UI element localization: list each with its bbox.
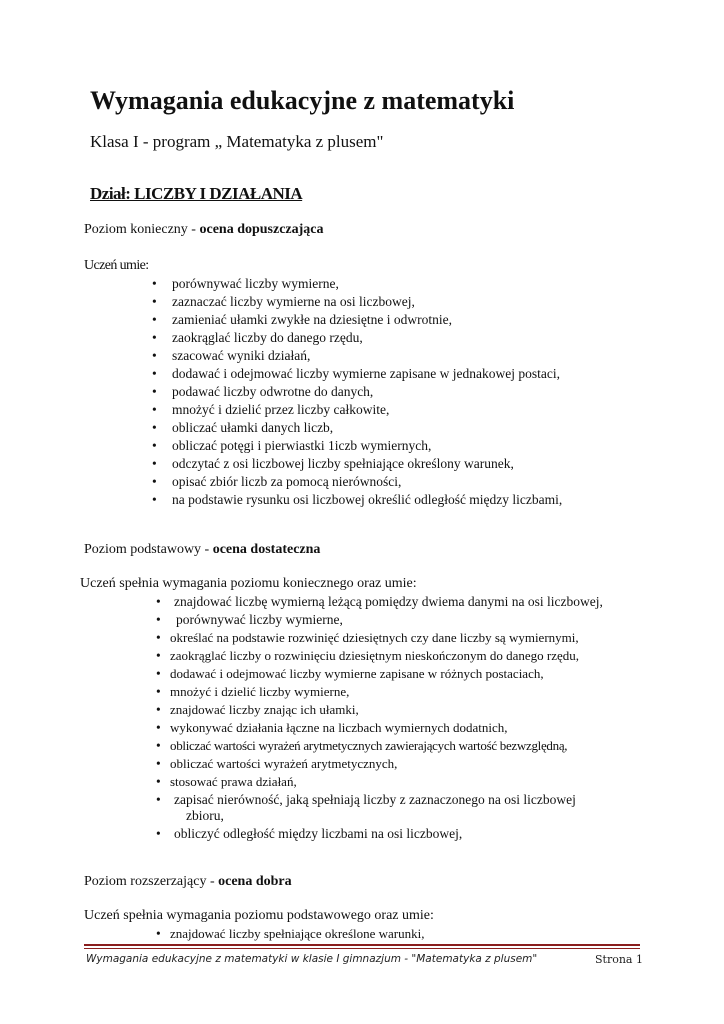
- level-grade: ocena dopuszczająca: [199, 222, 324, 237]
- level-intro: Uczeń spełnia wymagania poziomu podstawowego oraz umie:: [84, 908, 434, 923]
- bullet-icon: •: [152, 312, 157, 327]
- bullet-icon: •: [152, 402, 157, 417]
- bullet-icon: •: [152, 474, 157, 489]
- level-heading-konieczny: [84, 222, 324, 238]
- bullet-icon: •: [156, 648, 161, 663]
- level-label: Poziom podstawowy -: [84, 542, 213, 557]
- bullet-icon: •: [156, 774, 161, 789]
- bullet-icon: •: [156, 926, 161, 941]
- level-heading-podstawowy: [84, 542, 320, 558]
- bullet-icon: •: [156, 666, 161, 681]
- bullet-icon: •: [156, 826, 161, 841]
- level-label: Poziom rozszerzający -: [84, 874, 219, 889]
- bullet-icon: •: [152, 276, 157, 291]
- footer-rule-thin: [84, 948, 640, 949]
- bullet-icon: •: [152, 348, 157, 363]
- bullet-icon: •: [152, 294, 157, 309]
- level-intro: Uczeń spełnia wymagania poziomu koniecznego oraz umie:: [80, 576, 417, 591]
- bullet-icon: •: [152, 330, 157, 345]
- bullet-icon: •: [156, 702, 161, 717]
- bullet-icon: •: [156, 612, 161, 627]
- level-intro: Uczeń umie:: [84, 258, 149, 273]
- bullet-icon: •: [156, 594, 161, 609]
- footer-title: Wymagania edukacyjne z matematyki w klasie I gimnazjum - "Matematyka z plusem": [86, 953, 538, 965]
- page-number: Strona 1: [595, 953, 643, 966]
- bullet-icon: •: [156, 738, 161, 753]
- level-grade: ocena dostateczna: [212, 542, 321, 557]
- document-title: Wymagania edukacyjne z matematyki: [90, 86, 515, 115]
- bullet-icon: •: [156, 756, 161, 771]
- bullet-icon: •: [152, 366, 157, 381]
- bullet-icon: •: [152, 438, 157, 453]
- level-heading-rozszerzajacy: [84, 874, 292, 890]
- document-subtitle: Klasa I - program „ Matematyka z plusem": [90, 132, 384, 151]
- footer-rule: [84, 944, 640, 946]
- level-grade: ocena dobra: [218, 874, 292, 889]
- section-heading: Dział: LICZBY I DZIAŁANIA: [90, 184, 303, 203]
- bullet-icon: •: [156, 630, 161, 645]
- bullet-icon: •: [152, 492, 157, 507]
- bullet-icon: •: [152, 420, 157, 435]
- bullet-icon: •: [156, 684, 161, 699]
- level-label: Poziom konieczny -: [84, 222, 200, 237]
- bullet-icon: •: [156, 792, 161, 807]
- bullet-icon: •: [152, 456, 157, 471]
- bullet-icon: •: [156, 720, 161, 735]
- bullet-icon: •: [152, 384, 157, 399]
